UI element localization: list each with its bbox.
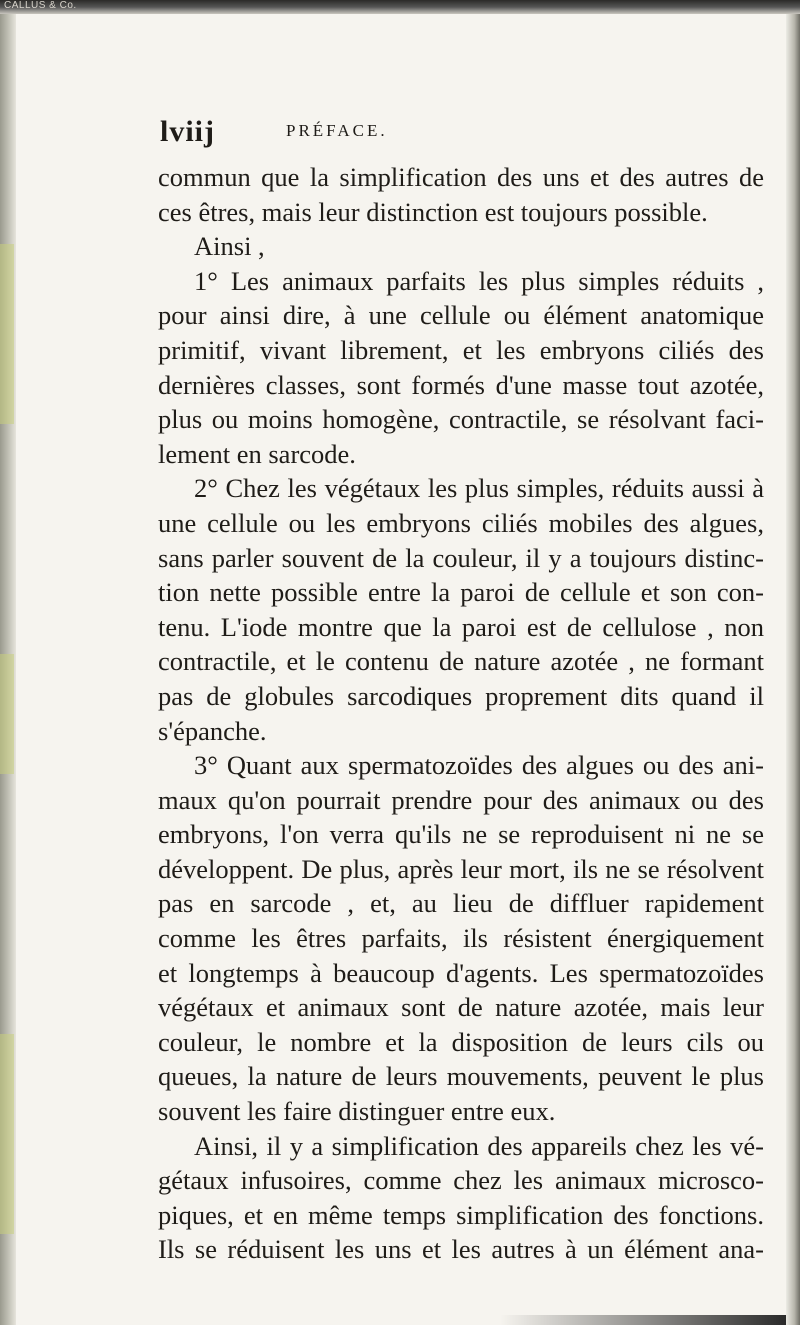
page-header: [160, 115, 760, 155]
text-line: s'épanche.: [158, 715, 267, 746]
text-line: Ils se réduisent les uns et les autres à un élément ana-: [158, 1234, 764, 1265]
text-line: couleur, le nombre et la disposition de leurs cils ou: [158, 1026, 764, 1057]
text-line: et longtemps à beaucoup d'agents. Les spermatozoïdes: [158, 957, 764, 988]
text-line: queues, la nature de leurs mouvements, peuvent le plus: [158, 1061, 764, 1092]
text-line: 2° Chez les végétaux les plus simples, réduits aussi à: [194, 473, 764, 504]
running-head: PRÉFACE.: [286, 121, 388, 140]
page-edge-right: [786, 14, 800, 1325]
text-line: 3° Quant aux spermatozoïdes des algues ou des ani-: [194, 750, 764, 781]
text-line: tenu. L'iode montre que la paroi est de cellulose , non: [158, 611, 764, 642]
bottom-edge-shadow: [500, 1315, 786, 1325]
text-line: tion nette possible entre la paroi de cellule et son con-: [158, 577, 764, 608]
body-text: [158, 160, 764, 1267]
book-spine-left: [0, 14, 16, 1325]
scan-top-edge: [0, 0, 800, 14]
text-line: 1° Les animaux parfaits les plus simples réduits ,: [194, 265, 764, 296]
text-line: comme les êtres parfaits, ils résistent énergiquement: [158, 923, 764, 954]
text-line: plus ou moins homogène, contractile, se résolvant faci-: [158, 404, 764, 435]
text-line: développent. De plus, après leur mort, ils ne se résolvent: [158, 853, 764, 884]
scan-edge-label: CALLUS & Co.: [4, 0, 77, 11]
text-line: contractile, et le contenu de nature azotée , ne formant: [158, 646, 764, 677]
page-number: lviij: [160, 115, 215, 148]
text-line: piques, et en même temps simplification des fonctions.: [158, 1199, 764, 1230]
text-line: souvent les faire distinguer entre eux.: [158, 1096, 556, 1127]
text-line: Ainsi, il y a simplification des appareils chez les vé-: [194, 1130, 764, 1161]
spine-band: [0, 1034, 14, 1234]
text-line: pas en sarcode , et, au lieu de diffluer rapidement: [158, 888, 764, 919]
spine-band: [0, 244, 14, 424]
text-line: Ainsi ,: [194, 231, 265, 262]
text-line: commun que la simplification des uns et des autres de: [158, 162, 764, 192]
text-line: lement en sarcode.: [158, 438, 356, 469]
spine-band: [0, 654, 14, 774]
text-line: dernières classes, sont formés d'une masse tout azotée,: [158, 369, 764, 400]
text-line: maux qu'on pourrait prendre pour des animaux ou des: [158, 784, 764, 815]
text-line: gétaux infusoires, comme chez les animaux microsco-: [158, 1165, 764, 1196]
text-line: pas de globules sarcodiques proprement dits quand il: [158, 680, 764, 711]
text-line: primitif, vivant librement, et les embryons ciliés des: [158, 334, 764, 365]
text-line: sans parler souvent de la couleur, il y a toujours distinc-: [158, 542, 764, 573]
text-line: végétaux et animaux sont de nature azotée, mais leur: [158, 992, 764, 1023]
text-line: ces êtres, mais leur distinction est toujours possible.: [158, 196, 708, 227]
text-line: une cellule ou les embryons ciliés mobiles des algues,: [158, 507, 764, 538]
text-line: pour ainsi dire, à une cellule ou élément anatomique: [158, 300, 764, 331]
text-line: embryons, l'on verra qu'ils ne se reproduisent ni ne se: [158, 819, 764, 850]
